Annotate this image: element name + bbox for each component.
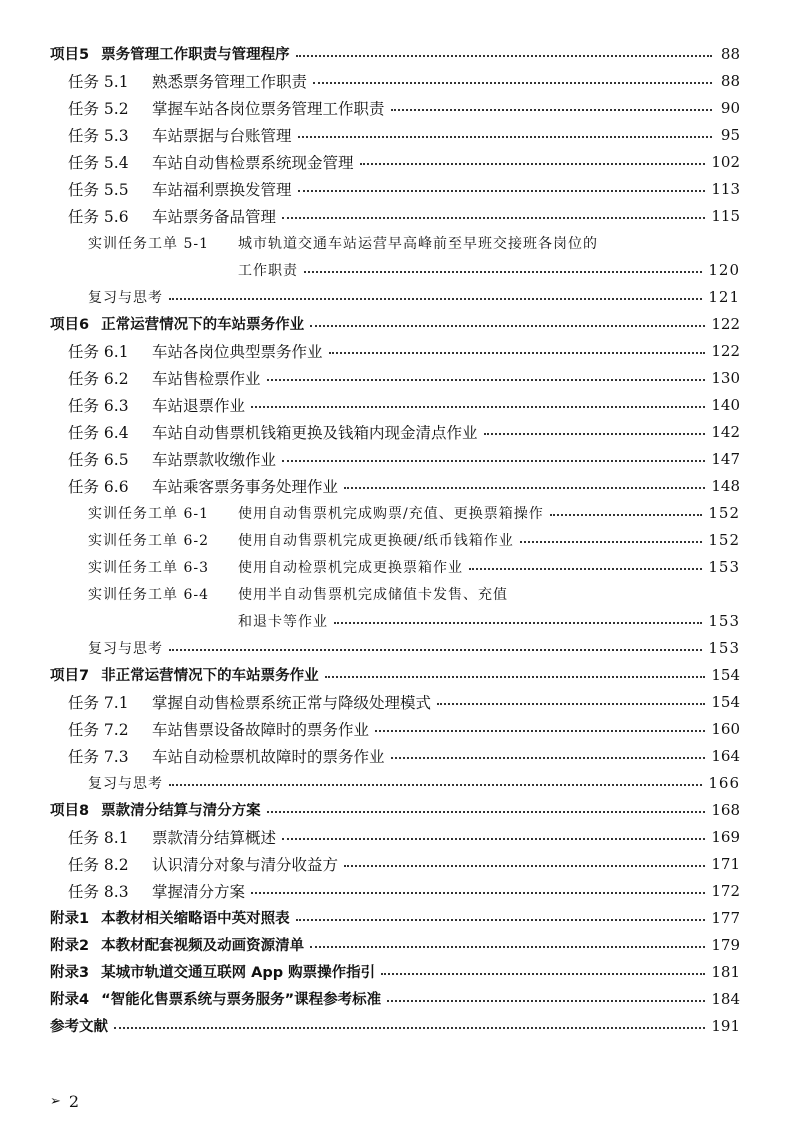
dot-leader <box>251 892 705 894</box>
toc-entry[interactable] <box>0 418 790 445</box>
toc-entry[interactable] <box>0 94 790 121</box>
toc-entry-label: 任务 6.2 <box>68 369 129 388</box>
dot-leader <box>313 82 712 84</box>
dot-leader <box>381 973 705 975</box>
toc-entry-page: 142 <box>711 422 740 441</box>
toc-entry-page: 152 <box>708 503 740 522</box>
toc-entry-label: 任务 5.5 <box>68 180 129 199</box>
toc-entry[interactable] <box>0 499 790 526</box>
dot-leader <box>169 649 702 651</box>
dot-leader <box>344 487 705 489</box>
toc-entry-label: 项目7 <box>50 668 90 684</box>
toc-entry-label: 任务 7.2 <box>68 720 129 739</box>
toc-entry-page: 122 <box>711 314 740 333</box>
dot-leader <box>391 757 706 759</box>
dot-leader <box>282 460 705 462</box>
toc-entry-label: 任务 6.4 <box>68 423 129 442</box>
toc-entry-page: 88 <box>720 44 740 63</box>
dot-leader <box>282 838 705 840</box>
toc-entry[interactable] <box>0 67 790 94</box>
dot-leader <box>296 919 706 921</box>
toc-entry[interactable] <box>0 634 790 661</box>
toc-entry[interactable] <box>0 121 790 148</box>
toc-entry-label: 任务 5.1 <box>68 72 129 91</box>
toc-entry[interactable] <box>0 202 790 229</box>
dot-leader <box>375 730 705 732</box>
toc-chapter-entry[interactable] <box>0 310 790 337</box>
toc-entry[interactable] <box>0 283 790 310</box>
toc-entry-label: 任务 5.2 <box>68 99 129 118</box>
toc-entry-label: 任务 7.1 <box>68 693 129 712</box>
toc-entry-page: 121 <box>708 287 740 306</box>
toc-entry[interactable] <box>0 823 790 850</box>
toc-entry-label: 附录4 <box>50 992 90 1008</box>
dot-leader <box>310 325 705 327</box>
toc-chapter-entry[interactable] <box>0 931 790 958</box>
toc-entry[interactable] <box>0 850 790 877</box>
toc-chapter-entry[interactable] <box>0 904 790 931</box>
toc-entry[interactable] <box>0 688 790 715</box>
toc-entry-page: 153 <box>708 638 740 657</box>
toc-entry-title: 车站乘客票务事务处理作业 <box>152 477 339 496</box>
toc-entry-label: 实训任务工单 6-3 <box>88 559 209 576</box>
toc-entry-page: 153 <box>708 557 740 576</box>
dot-leader <box>267 379 706 381</box>
dot-leader <box>114 1027 705 1029</box>
toc-entry[interactable] <box>0 553 790 580</box>
dot-leader <box>325 676 706 678</box>
toc-entry[interactable] <box>0 391 790 418</box>
toc-entry-title: 使用自动检票机完成更换票箱作业 <box>238 559 463 576</box>
dot-leader <box>550 514 703 516</box>
toc-entry-label: 任务 6.5 <box>68 450 129 469</box>
dot-leader <box>360 163 706 165</box>
toc-entry-page: 147 <box>711 449 740 468</box>
toc-entry-title: 车站自动检票机故障时的票务作业 <box>152 747 385 766</box>
toc-entry-label: 实训任务工单 6-2 <box>88 532 209 549</box>
toc-entry-title: 非正常运营情况下的车站票务作业 <box>101 668 319 684</box>
dot-leader <box>298 190 706 192</box>
toc-entry-page: 154 <box>711 692 740 711</box>
dot-leader <box>329 352 706 354</box>
toc-entry-title: 掌握清分方案 <box>152 882 246 901</box>
toc-entry-label: 任务 8.3 <box>68 882 129 901</box>
toc-entry-page: 160 <box>711 719 740 738</box>
toc-entry-page: 88 <box>720 71 740 90</box>
dot-leader <box>304 271 702 273</box>
dot-leader <box>282 217 705 219</box>
page-footer <box>50 1092 79 1111</box>
toc-entry-page: 153 <box>708 611 740 630</box>
toc-entry-title: 熟悉票务管理工作职责 <box>152 72 308 91</box>
toc-entry[interactable] <box>0 148 790 175</box>
toc-entry-page: 115 <box>711 206 740 225</box>
toc-entry-page: 95 <box>720 125 740 144</box>
toc-entry[interactable] <box>0 364 790 391</box>
toc-entry-title: 复习与思考 <box>88 640 163 657</box>
toc-entry-title: 某城市轨道交通互联网 App 购票操作指引 <box>101 965 376 981</box>
dot-leader <box>484 433 706 435</box>
toc-entry-label: 任务 5.3 <box>68 126 129 145</box>
toc-entry-page: 102 <box>711 152 740 171</box>
toc-entry-title: 工作职责 <box>238 262 298 279</box>
toc-entry-title: 票务管理工作职责与管理程序 <box>101 47 290 63</box>
toc-entry-title: 认识清分对象与清分收益方 <box>152 855 339 874</box>
toc-entry[interactable] <box>0 337 790 364</box>
toc-entry[interactable] <box>0 769 790 796</box>
toc-entry-label: 实训任务工单 5-1 <box>88 235 209 252</box>
toc-entry[interactable] <box>0 580 790 607</box>
toc-entry-page: 122 <box>711 341 740 360</box>
toc-entry-label: 项目5 <box>50 47 90 63</box>
toc-entry-label: 任务 7.3 <box>68 747 129 766</box>
toc-entry-page: 152 <box>708 530 740 549</box>
toc-entry-page: 191 <box>711 1016 740 1035</box>
dot-leader <box>310 946 705 948</box>
toc-entry-page: 177 <box>711 908 740 927</box>
toc-entry-title: 车站票据与台账管理 <box>152 126 292 145</box>
toc-entry-page: 120 <box>708 260 740 279</box>
arrow-icon: ➢ <box>50 1094 61 1109</box>
toc-entry-label: 任务 6.6 <box>68 477 129 496</box>
toc-entry-label: 实训任务工单 6-4 <box>88 586 209 603</box>
toc-entry-title: 使用自动售票机完成更换硬/纸币钱箱作业 <box>238 532 514 549</box>
dot-leader <box>169 298 702 300</box>
toc-entry-title: 使用半自动售票机完成储值卡发售、充值 <box>238 586 508 603</box>
toc-chapter-entry[interactable] <box>0 661 790 688</box>
toc-entry-page: 166 <box>708 773 740 792</box>
toc-chapter-entry[interactable] <box>0 40 790 67</box>
toc-entry[interactable] <box>0 742 790 769</box>
toc-entry-label: 附录3 <box>50 965 90 981</box>
toc-entry-page: 172 <box>711 881 740 900</box>
toc-chapter-entry[interactable] <box>0 1012 790 1039</box>
toc-entry-page: 164 <box>711 746 740 765</box>
toc-entry-page: 171 <box>711 854 740 873</box>
dot-leader <box>296 55 712 57</box>
toc-entry[interactable] <box>0 526 790 553</box>
toc-entry-title: 掌握车站各岗位票务管理工作职责 <box>152 99 385 118</box>
toc-entry-title: 票款清分结算与清分方案 <box>101 803 261 819</box>
dot-leader <box>520 541 703 543</box>
toc-entry-title: 车站自动售票机钱箱更换及钱箱内现金清点作业 <box>152 423 478 442</box>
toc-entry-title: 车站退票作业 <box>152 396 246 415</box>
toc-entry[interactable] <box>0 877 790 904</box>
toc-entry-title: 车站自动售检票系统现金管理 <box>152 153 354 172</box>
dot-leader <box>437 703 705 705</box>
toc-entry-title: 参考文献 <box>50 1019 108 1035</box>
toc-entry-title: 正常运营情况下的车站票务作业 <box>101 317 305 333</box>
dot-leader <box>469 568 702 570</box>
toc-entry[interactable] <box>0 607 790 634</box>
toc-chapter-entry[interactable] <box>0 796 790 823</box>
toc-entry-label: 附录2 <box>50 938 90 954</box>
toc-entry-label: 实训任务工单 6-1 <box>88 505 209 522</box>
toc-entry-title: 复习与思考 <box>88 775 163 792</box>
toc-entry[interactable] <box>0 445 790 472</box>
dot-leader <box>344 865 705 867</box>
toc-entry-title: 车站各岗位典型票务作业 <box>152 342 323 361</box>
toc-entry-title: “智能化售票系统与票务服务”课程参考标准 <box>101 992 382 1008</box>
page-number: 2 <box>68 1092 80 1111</box>
dot-leader <box>334 622 702 624</box>
toc-entry-title: 掌握自动售检票系统正常与降级处理模式 <box>152 693 432 712</box>
toc-entry-title: 城市轨道交通车站运营早高峰前至早班交接班各岗位的 <box>238 235 598 252</box>
toc-entry-page: 154 <box>711 665 740 684</box>
toc-entry-label: 任务 6.1 <box>68 342 129 361</box>
toc-entry-label: 项目8 <box>50 803 90 819</box>
toc-entry-label: 任务 8.1 <box>68 828 129 847</box>
toc-chapter-entry[interactable] <box>0 958 790 985</box>
table-of-contents <box>0 40 790 1039</box>
toc-chapter-entry[interactable] <box>0 985 790 1012</box>
toc-entry-title: 车站福利票换发管理 <box>152 180 292 199</box>
toc-entry-title: 车站票务备品管理 <box>152 207 277 226</box>
dot-leader <box>391 109 712 111</box>
toc-entry-page: 148 <box>711 476 740 495</box>
toc-entry-label: 任务 6.3 <box>68 396 129 415</box>
toc-entry-page: 90 <box>720 98 740 117</box>
toc-entry-title: 本教材相关缩略语中英对照表 <box>101 911 290 927</box>
toc-entry-title: 车站票款收缴作业 <box>152 450 277 469</box>
dot-leader <box>267 811 706 813</box>
toc-entry-page: 113 <box>711 179 740 198</box>
toc-entry-title: 车站售检票作业 <box>152 369 261 388</box>
toc-entry[interactable] <box>0 256 790 283</box>
toc-entry-page: 179 <box>711 935 740 954</box>
toc-entry-title: 和退卡等作业 <box>238 613 328 630</box>
dot-leader <box>298 136 712 138</box>
toc-entry-label: 任务 8.2 <box>68 855 129 874</box>
toc-entry-title: 复习与思考 <box>88 289 163 306</box>
toc-entry-label: 任务 5.4 <box>68 153 129 172</box>
toc-entry[interactable] <box>0 175 790 202</box>
toc-entry-page: 168 <box>711 800 740 819</box>
toc-entry-page: 130 <box>711 368 740 387</box>
toc-entry[interactable] <box>0 229 790 256</box>
toc-entry[interactable] <box>0 715 790 742</box>
toc-entry-title: 使用自动售票机完成购票/充值、更换票箱操作 <box>238 505 544 522</box>
toc-entry-page: 140 <box>711 395 740 414</box>
toc-entry[interactable] <box>0 472 790 499</box>
toc-entry-label: 项目6 <box>50 317 90 333</box>
toc-entry-page: 184 <box>711 989 740 1008</box>
toc-entry-title: 本教材配套视频及动画资源清单 <box>101 938 305 954</box>
toc-entry-page: 169 <box>711 827 740 846</box>
toc-entry-label: 附录1 <box>50 911 90 927</box>
dot-leader <box>251 406 705 408</box>
toc-entry-title: 票款清分结算概述 <box>152 828 277 847</box>
dot-leader <box>169 784 702 786</box>
toc-entry-page: 181 <box>711 962 740 981</box>
toc-entry-title: 车站售票设备故障时的票务作业 <box>152 720 370 739</box>
toc-entry-label: 任务 5.6 <box>68 207 129 226</box>
dot-leader <box>387 1000 705 1002</box>
